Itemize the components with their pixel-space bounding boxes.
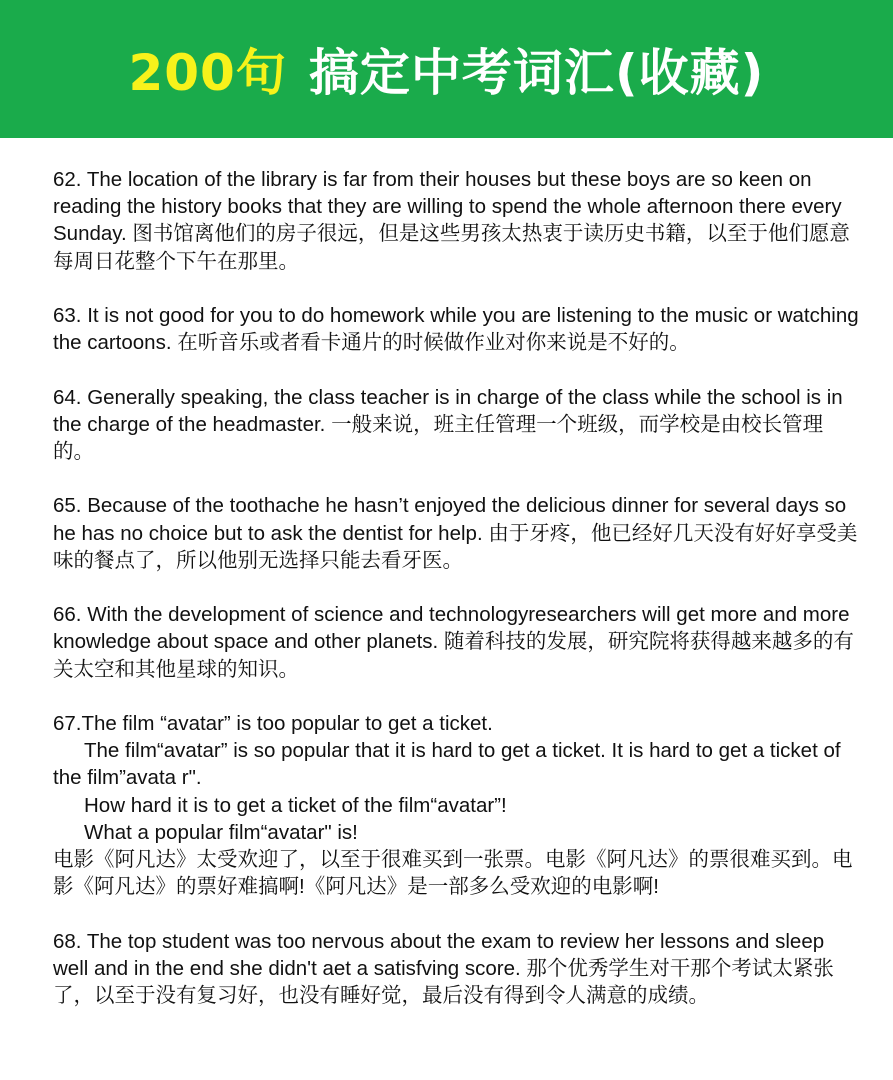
sentence-63 bbox=[53, 302, 863, 356]
sentence-list bbox=[53, 166, 863, 1036]
sentence-62 bbox=[53, 166, 863, 275]
sentence-65 bbox=[53, 492, 863, 574]
title-banner bbox=[0, 0, 893, 138]
sentence-variant: How hard it is to get a ticket of the film“avatar”! bbox=[84, 793, 507, 817]
sentence-text: 68. The top student was too nervous about the exam to review her lessons and sleep well and in the end she didn't aet a satisfving score. 那个优秀学生对干那个考试太紧张了，以至于没有复习好，也没有睡好觉，最后没有得到令人满意的成绩。 bbox=[53, 929, 834, 1007]
sentence-text: 63. It is not good for you to do homework while you are listening to the music or watching the cartoons. 在听音乐或者看卡通片的时候做作业对你来说是不好的。 bbox=[53, 304, 859, 355]
sentence-text: 66. With the development of science and technologyresearchers will get more and more knowledge about space and other planets. 随着科技的发展，研究院将获得越来越多的有关太空和其他星球的知识。 bbox=[53, 603, 854, 681]
sentence-text: 67.The film “avatar” is too popular to get a ticket. bbox=[53, 711, 493, 735]
sentence-66 bbox=[53, 601, 863, 683]
sentence-text: 65. Because of the toothache he hasn’t enjoyed the delicious dinner for several days so he has no choice but to ask the dentist for help. 由于牙疼，他已经好几天没有好好享受美味的餐点了，所以他别无选择只能去看牙医。 bbox=[53, 494, 858, 572]
sentence-text: 64. Generally speaking, the class teacher is in charge of the class while the school is in the charge of the headmaster. 一般来说，班主任管理一个班级，而学校是由校长管理的。 bbox=[53, 385, 843, 463]
sentence-68 bbox=[53, 928, 863, 1010]
sentence-64 bbox=[53, 384, 863, 466]
sentence-67 bbox=[53, 710, 863, 900]
title-text: 搞定中考词汇(收藏) bbox=[308, 44, 765, 102]
sentence-variant: What a popular film“avatar" is! bbox=[84, 820, 358, 844]
sentence-text: 62. The location of the library is far from their houses but these boys are so keen on reading the history books that they are willing to spend the whole afternoon there every Sunday. 图书馆离他们的房子很远，但是这些男孩太热衷于读历史书籍，以至于他们愿意每周日花整个下午在那里。 bbox=[53, 168, 850, 273]
sentence-variant: The film“avatar” is so popular that it is hard to get a ticket. It is hard to get a ticket of the film”avata r". bbox=[53, 739, 841, 790]
title-highlight: 200句 bbox=[128, 44, 287, 102]
sentence-translation: 电影《阿凡达》太受欢迎了，以至于很难买到一张票。电影《阿凡达》的票很难买到。电影《阿凡达》的票好难搞啊!《阿凡达》是一部多么受欢迎的电影啊! bbox=[53, 848, 853, 899]
